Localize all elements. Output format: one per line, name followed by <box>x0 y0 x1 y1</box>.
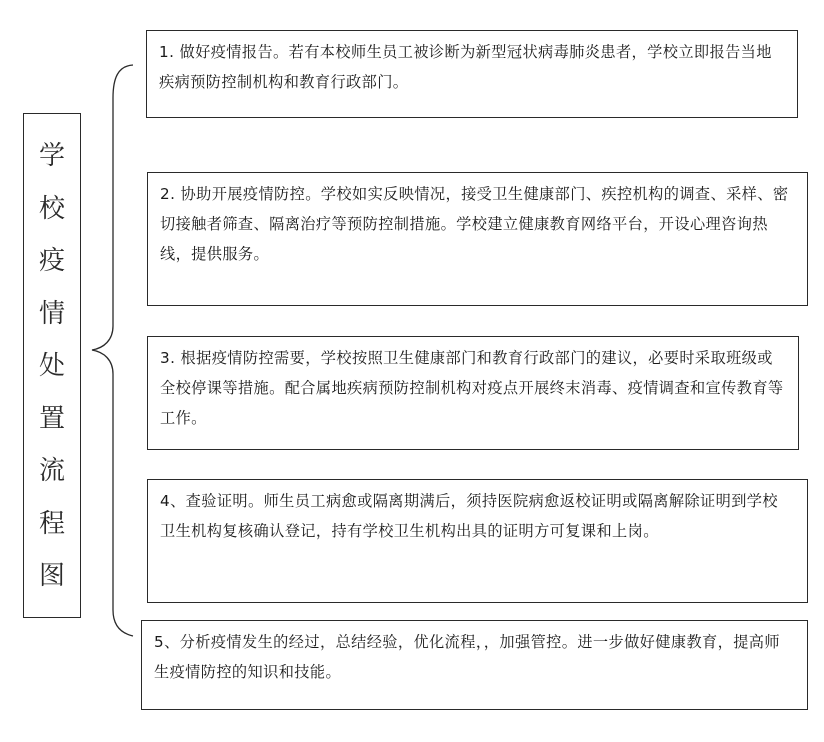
step-1-text: 1. 做好疫情报告。若有本校师生员工被诊断为新型冠状病毒肺炎患者，学校立即报告当地疾病预防控制机构和教育行政部门。 <box>159 43 772 91</box>
title-char: 校 <box>38 193 65 224</box>
title-char: 图 <box>38 561 65 591</box>
title-char: 情 <box>38 298 65 329</box>
title-char: 置 <box>38 403 65 434</box>
step-box-1 <box>146 30 798 118</box>
title-char: 流 <box>38 456 65 486</box>
title-char: 处 <box>38 351 65 381</box>
step-box-2 <box>147 172 808 306</box>
title-char: 程 <box>38 508 65 539</box>
flowchart-title <box>23 113 81 618</box>
step-3-text: 3. 根据疫情防控需要，学校按照卫生健康部门和教育行政部门的建议，必要时采取班级或全校停课等措施。配合属地疾病预防控制机构对疫点开展终末消毒、疫情调查和宣传教育等工作。 <box>160 349 784 427</box>
step-box-5 <box>141 620 808 710</box>
step-box-4 <box>147 479 808 603</box>
step-4-text: 4、查验证明。师生员工病愈或隔离期满后，须持医院病愈返校证明或隔离解除证明到学校卫生机构复核确认登记，持有学校卫生机构出具的证明方可复课和上岗。 <box>160 492 778 540</box>
step-5-text: 5、分析疫情发生的经过，总结经验，优化流程，，加强管控。进一步做好健康教育，提高师生疫情防控的知识和技能。 <box>154 633 780 681</box>
step-2-text: 2. 协助开展疫情防控。学校如实反映情况，接受卫生健康部门、疾控机构的调查、采样、密切接触者筛查、隔离治疗等预防控制措施。学校建立健康教育网络平台，开设心理咨询热线，提供服务。 <box>160 185 789 263</box>
title-char: 学 <box>38 141 65 171</box>
title-char: 疫 <box>38 246 65 276</box>
step-box-3 <box>147 336 799 450</box>
